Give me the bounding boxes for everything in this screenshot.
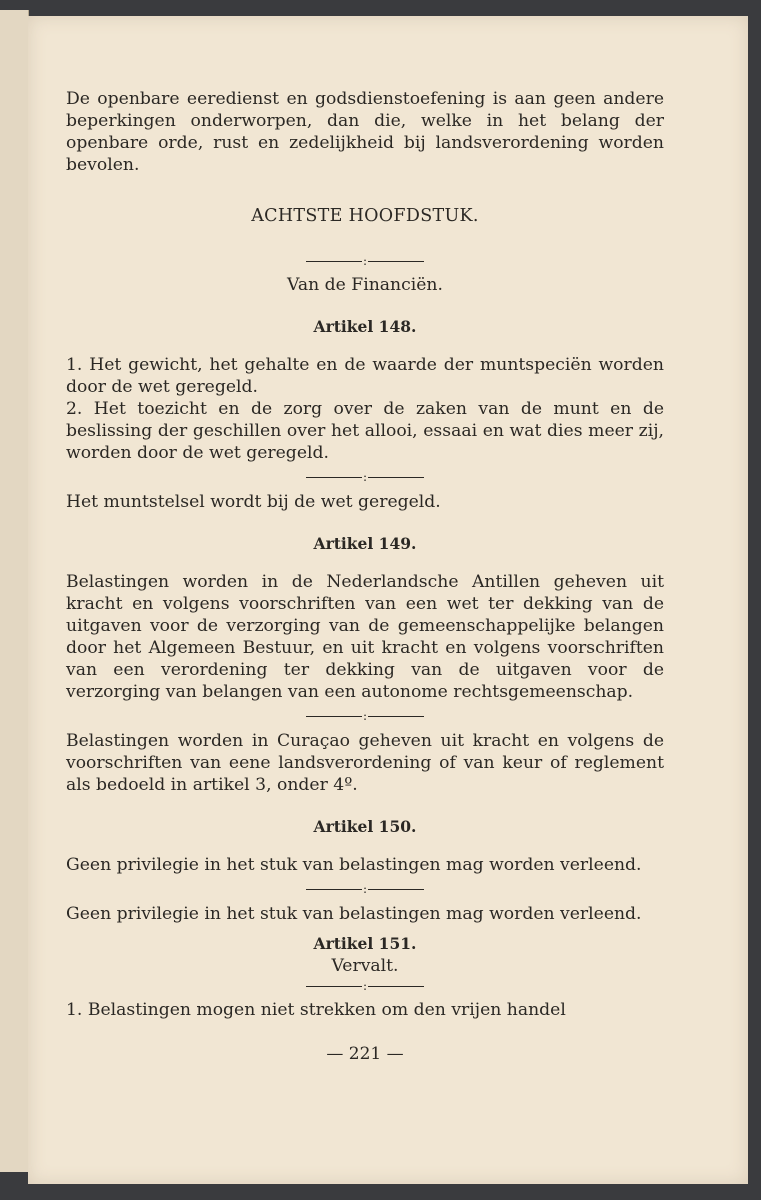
article-heading: Artikel 149. — [313, 534, 417, 553]
book-page — [28, 16, 748, 1184]
article-paragraph: Geen privilegie in het stuk van belastingen mag worden verleend. — [66, 855, 642, 875]
section-divider: : — [66, 979, 664, 993]
chapter-title: ACHTSTE HOOFDSTUK. — [251, 206, 479, 226]
section-divider: : — [66, 709, 664, 723]
article-heading: Artikel 148. — [313, 317, 417, 336]
article-heading: Artikel 151. — [313, 934, 417, 953]
page-content — [66, 88, 664, 1065]
replacement-text: Belastingen worden in Curaçao geheven uit kracht en volgens de voorschriften van eene landsverordening of van keur of reglement als bedoeld in artikel 3, onder 4º. — [66, 731, 664, 795]
replacement-text: Geen privilegie in het stuk van belastingen mag worden verleend. — [66, 904, 642, 924]
article-heading: Artikel 150. — [313, 817, 417, 836]
article-continuation: 1. Belastingen mogen niet strekken om den vrijen handel — [66, 1000, 566, 1020]
section-divider: : — [66, 882, 664, 896]
section-divider: : — [66, 254, 664, 268]
section-divider: : — [66, 470, 664, 484]
page-number: — 221 — — [326, 1044, 404, 1064]
article-paragraph: Belastingen worden in de Nederlandsche Antillen geheven uit kracht en volgens voorschriften van een wet ter dekking van de uitgaven voor de verzorging van de gemeenschappelijke belangen door het Algemeen Bestuur, en uit kracht en volgens voorschriften van een verordening ter dekking van de uitgaven voor de verzorging van belangen van een autonome rechtsgemeenschap. — [66, 572, 664, 702]
adjacent-page-edge — [0, 10, 29, 1172]
article-paragraph: 1. Het gewicht, het gehalte en de waarde der muntspeciën worden door de wet geregeld. — [66, 355, 664, 397]
intro-paragraph: De openbare eeredienst en godsdienstoefening is aan geen andere beperkingen onderworpen, dan die, welke in het belang der openbare orde, rust en zedelijkheid bij landsverordening worden bevolen. — [66, 89, 664, 175]
article-paragraph: 2. Het toezicht en de zorg over de zaken van de munt en de beslissing der geschillen over het allooi, essaai en wat dies meer zij, worden door de wet geregeld. — [66, 399, 664, 463]
chapter-subtitle: Van de Financiën. — [287, 275, 443, 295]
article-status: Vervalt. — [331, 956, 399, 976]
replacement-text: Het muntstelsel wordt bij de wet geregeld. — [66, 492, 441, 512]
